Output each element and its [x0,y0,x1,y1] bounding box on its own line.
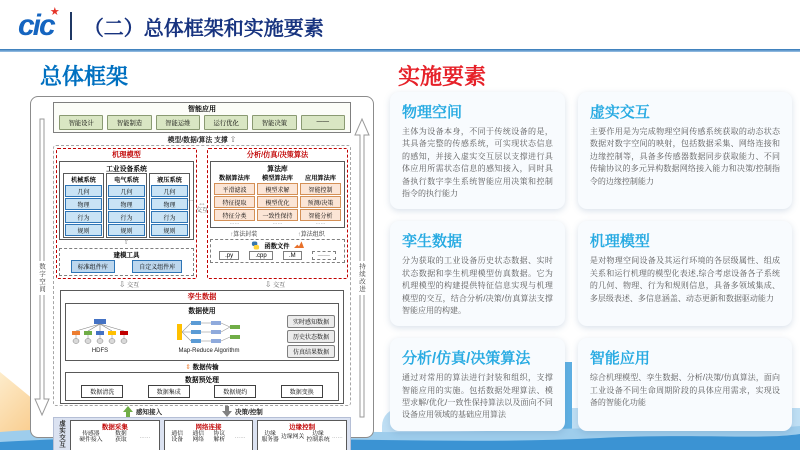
subsystem-electrical [106,173,147,238]
card-twin-data [390,221,565,326]
interact-caption [202,280,348,289]
down-arrow-icon: ⇩ [264,279,272,289]
mapreduce-figure [175,318,243,354]
subsystem-name: 电气系统 [114,177,139,184]
smart-app-title: 智能应用 [188,106,216,113]
algorithm-chip: 特征分类 [214,209,255,221]
network-connection-box [164,420,254,450]
interact-label: 交互 [127,282,140,289]
subsystem-name: 机械系统 [71,177,96,184]
layer-chip: 物理 [65,198,102,210]
app-button-more: —— [301,115,345,130]
organize-caption [298,229,325,238]
right-loop-rail [352,111,372,427]
algorithm-chip: 一致性保持 [257,209,298,221]
file-chip: .cpp [249,251,272,260]
data-use-title: 数据使用 [188,307,216,315]
algorithm-chip: 平滑滤波 [214,183,255,195]
pack-label: 算法封装 [233,232,258,238]
python-logo [251,241,260,250]
data-type-chip: 历史状态数据 [287,330,335,343]
algorithm-library-box [210,161,345,228]
small-up-arrow-icon: ↑ [297,232,301,238]
small-up-arrow-icon: ⇧ [123,240,130,246]
more-ellipsis: … [188,196,194,203]
app-button: 智能运维 [156,115,200,130]
card-title: 虚实交互 [589,104,650,121]
tool-chip: 自定义组件库 [132,260,182,273]
function-file-title: 函数文件 [264,243,290,250]
layer-chip: 几何 [108,185,145,197]
edge-control-box [257,420,347,450]
interact-caption [56,280,202,289]
layer-chip: 规则 [151,224,188,236]
column-title: 模型算法库 [262,175,293,182]
perception-access-caption [123,406,162,417]
app-button: 智能制造 [107,115,151,130]
data-use-box [65,303,339,361]
card-physical-space [390,92,565,209]
preprocess-chip: 数据规约 [214,385,256,398]
page-title: （二）总体框架和实施要素 [83,17,324,40]
preprocess-title: 数据预处理 [185,376,219,384]
decision-control-caption [222,406,263,417]
mapreduce-label: Map-Reduce Algorithm [178,348,240,355]
tool-chip: 标准组件库 [71,260,115,273]
virtual-real-label: 虚实交互 [58,419,65,448]
layer-chip: 行为 [65,211,102,223]
equipment-system-title: 工业设备系统 [106,166,147,173]
card-title: 机理模型 [589,233,650,251]
header-bar [0,0,800,52]
vr-item: 边缘 控制系统 [306,430,330,444]
digital-space-region [53,145,351,406]
card-body: 综合机理模型、孪生数据、分析/决策/仿真算法，面向工业设备不同生命周期阶段的具体应用需求，实现设备的智能化功能 [589,373,780,408]
card-title: 物理空间 [402,104,463,121]
card-title: 分析/仿真/决策算法 [402,350,531,368]
vr-item: 通信 设备 [171,430,183,444]
digital-space-label: 数字空间 [38,263,45,293]
app-button: 智能决策 [252,115,296,130]
virtual-real-interaction-layer [53,417,351,450]
horizontal-interact-caption [196,200,208,214]
file-chip: .py [219,251,239,260]
algorithm-chip: 智能控制 [300,183,341,195]
star-icon: ★ [49,6,60,18]
algorithm-library-title: 算法库 [267,166,288,173]
interact-label: 交互 [195,208,209,215]
algorithm-chip: 预测/决策 [300,196,341,208]
vr-item: 数据 获取 [115,430,127,444]
preprocess-chip: 数据变换 [281,385,323,398]
group-title: 数据采集 [101,423,128,431]
column-title: 数据算法库 [219,175,250,182]
vr-item: 传感器 硬件接入 [79,430,103,444]
group-title: 网络连接 [195,423,222,431]
algorithm-chip: 模型优化 [257,196,298,208]
file-chip: .M [283,251,302,260]
algorithm-chip: 模型求解 [257,183,298,195]
matlab-logo [294,241,304,250]
twin-data-title: 孪生数据 [187,291,217,301]
app-button: 运行优化 [204,115,248,130]
more-ellipsis: …… [315,220,326,226]
file-chip-more: —— [312,251,336,260]
double-arrow-icon: ⇔ [197,199,206,209]
vr-item: 协议 解析 [213,430,226,444]
card-mechanism-model [578,221,792,326]
more-ellipsis: …… [272,220,283,226]
more-ellipsis: …… [229,220,240,226]
down-arrow-icon: ⇩ [118,279,126,289]
vr-item: 边缘 服务器 [261,430,279,444]
algorithm-chip: 特征提取 [214,196,255,208]
card-body: 是对物理空间设备及其运行环境的各层级属性、组成关系和运行机理的模型化表述,综合考虑设备各子系统的几何、物理、行为和规则信息，具备多领域集成、多层级表述、多信息涵盖、动态更新和数据驱动能力 [589,256,780,303]
modeling-tool-title: 建模工具 [113,251,140,259]
card-body: 通过对常用的算法进行封装和组织，支撑智能应用的实施。包括数据处理算法、模型求解/优化/一致性保持算法以及面向不同设备应用领域的基础应用算法 [402,373,553,420]
layer-chip: 几何 [151,185,188,197]
group-title: 边缘控制 [289,423,316,431]
app-button: 智能设计 [59,115,103,130]
pack-caption [230,229,257,238]
mapreduce-diagram [175,318,243,346]
vr-item: 通信 网络 [192,430,205,444]
up-down-arrow-icon: ⇕ [185,363,191,371]
cic-logo [18,6,68,43]
more-ellipsis: …… [139,434,151,441]
data-collection-box [70,420,160,450]
hdfs-diagram [69,318,131,346]
up-arrow-icon: ⇧ [229,135,237,144]
card-body: 分为获取的工业设备历史状态数据、实时状态数据和孪生机理模型仿真数据。它为机理模型的构建提供特征信息实现与机理模型的交互，结合分析/决策/仿真算法支撑智能应用的构建。 [402,256,553,315]
gray-down-arrow-icon [222,406,232,417]
layer-chip: 行为 [108,211,145,223]
subsystem-mechanical [63,173,104,238]
left-loop-rail [32,111,52,427]
framework-section-title: 总体框架 [40,64,129,89]
framework-diagram [30,96,374,448]
layer-chip: 物理 [108,198,145,210]
data-type-list [287,315,335,358]
layer-chip: 规则 [108,224,145,236]
hdfs-label: HDFS [91,348,109,355]
modeling-tool-box [59,248,194,276]
preprocess-chip: 数据清洗 [81,385,123,398]
layer-chip: 几何 [65,185,102,197]
function-file-box [210,239,345,263]
algorithm-title: 分析/仿真/决策算法 [246,150,309,159]
column-title: 应用算法库 [305,175,336,182]
card-body: 主要作用是为完成物理空间传感系统获取的动态状态数据对数字空间的映射，包括数据采集、网络连接和边缘控制等，具备多传感器数据同步获取能力、不同传输协议的多元异构数据网络接入能力和决策/控制指令的边缘控制能力 [589,127,780,186]
data-algorithm-column [214,173,255,226]
interact-label: 交互 [273,282,286,289]
continuous-improvement-label: 持续改进 [358,263,365,293]
preprocess-chip: 数据集成 [148,385,190,398]
data-transfer-caption [65,361,339,372]
subsystem-hydraulic [149,173,190,238]
support-label: 模型/数据/算法 支撑 [167,137,228,144]
smart-application-layer [53,102,351,133]
cic-logo-text: cic [18,9,54,42]
card-algorithm [390,338,565,431]
layer-chip: 规则 [65,224,102,236]
vr-item: 边缘网关 [281,433,305,440]
equipment-system-box [59,161,194,240]
perception-access-label: 感知接入 [136,408,162,416]
layer-chip: 物理 [151,198,188,210]
layer-chip: 行为 [151,211,188,223]
organize-label: 算法组织 [300,232,325,238]
elements-section-title: 实施要素 [398,64,487,89]
card-title: 孪生数据 [402,233,463,251]
more-ellipsis: …… [331,434,343,441]
implementation-cards [390,92,792,431]
more-ellipsis: …… [234,434,246,441]
mechanism-model-section [56,148,197,279]
data-type-chip: 仿真结果数据 [287,345,335,358]
algorithm-section [207,148,348,279]
twin-data-section [60,290,344,404]
subsystem-name: 液压系统 [157,177,182,184]
card-title: 智能应用 [589,350,650,368]
green-up-arrow-icon [123,406,133,417]
data-transfer-label: 数据传输 [192,363,219,371]
small-up-arrow-icon: ↑ [230,232,234,238]
data-type-chip: 实时感知数据 [287,315,335,328]
card-body: 主体为设备本身，不同于传统设备的是，其具备完整的传感系统，可实现状态信息的感知，并接入虚实交互层以支撑进行具体应用所需状态信息的感知接入，同时具备执行数字孪生系统智能应用决策和控制指令的执行能力 [402,127,553,198]
preprocess-box [65,372,339,401]
algorithm-chip: 智能分析 [300,209,341,221]
application-algorithm-column [300,173,341,226]
support-caption [53,133,351,145]
card-smart-application [578,338,792,431]
mechanism-title: 机理模型 [112,150,141,159]
model-algorithm-column [257,173,298,226]
logo-divider [70,12,72,40]
hdfs-figure [69,318,131,354]
decision-control-label: 决策/控制 [235,408,263,416]
card-virtual-real-interaction [578,92,792,209]
